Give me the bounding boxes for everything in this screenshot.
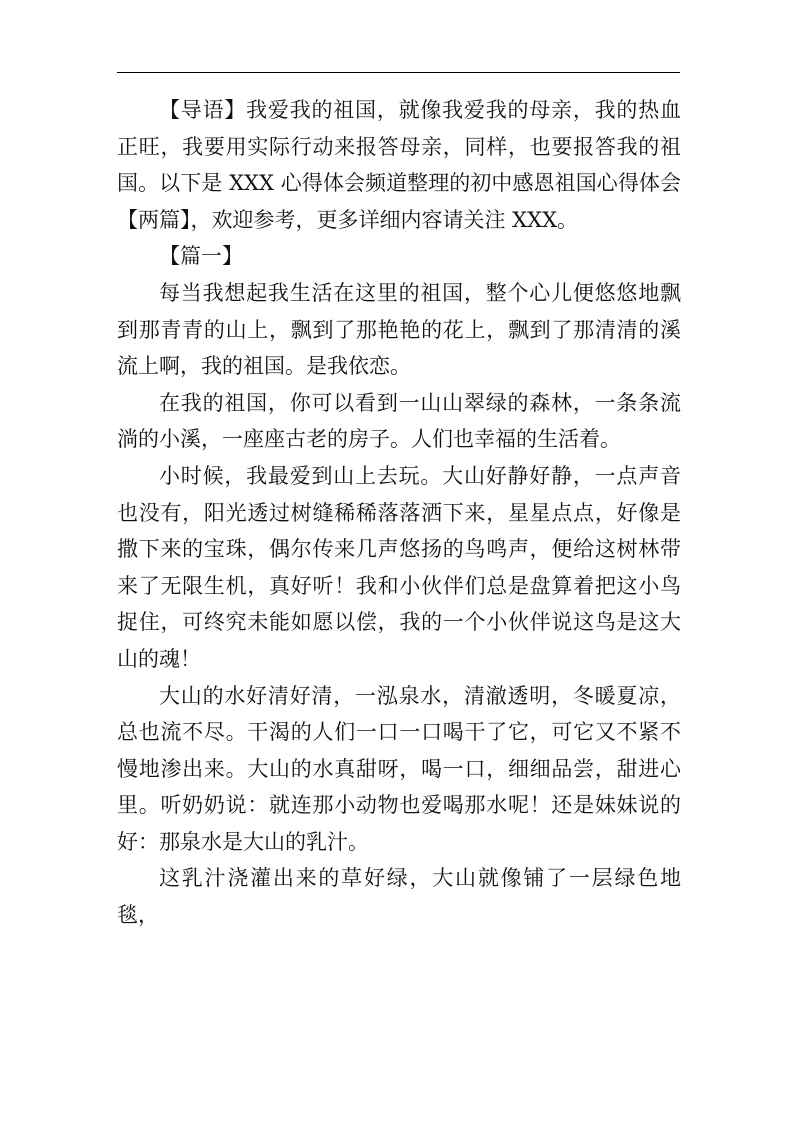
body-paragraph: 大山的水好清好清，一泓泉水，清澈透明，冬暖夏凉，总也流不尽。干渴的人们一口一口喝干了它，可它又不紧不慢地渗出来。大山的水真甜呀，喝一口，细细品尝，甜进心里。听奶奶说：就连那小动物也爱喝那水呢！还是妹妹说的好：那泉水是大山的乳汁。 [117, 683, 681, 854]
body-paragraph: 在我的祖国，你可以看到一山山翠绿的森林，一条条流淌的小溪，一座座古老的房子。人们也幸福的生活着。 [117, 390, 681, 452]
body-paragraph: 每当我想起我生活在这里的祖国，整个心儿便悠悠地飘到那青青的山上，飘到了那艳艳的花上，飘到了那清清的溪流上啊，我的祖国。是我依恋。 [117, 280, 681, 379]
body-paragraph: 这乳汁浇灌出来的草好绿，大山就像铺了一层绿色地毯， [117, 866, 681, 928]
document-body [117, 92, 681, 934]
intro-paragraph: 【导语】我爱我的祖国，就像我爱我的母亲，我的热血正旺，我要用实际行动来报答母亲，同样，也要报答我的祖国。以下是 XXX 心得体会频道整理的初中感恩祖国心得体会【两篇】，欢迎参考，更多详细内容请关注 XXX。 [117, 98, 681, 232]
header-rule [117, 72, 680, 73]
section-heading: 【篇一】 [159, 244, 243, 269]
body-paragraph: 小时候，我最爱到山上去玩。大山好静好静，一点声音也没有，阳光透过树缝稀稀落落洒下来，星星点点，好像是撒下来的宝珠，偶尔传来几声悠扬的鸟鸣声，便给这树林带来了无限生机，真好听！我和小伙伴们总是盘算着把这小鸟捉住，可终究未能如愿以偿，我的一个小伙伴说这鸟是这大山的魂！ [117, 463, 681, 671]
